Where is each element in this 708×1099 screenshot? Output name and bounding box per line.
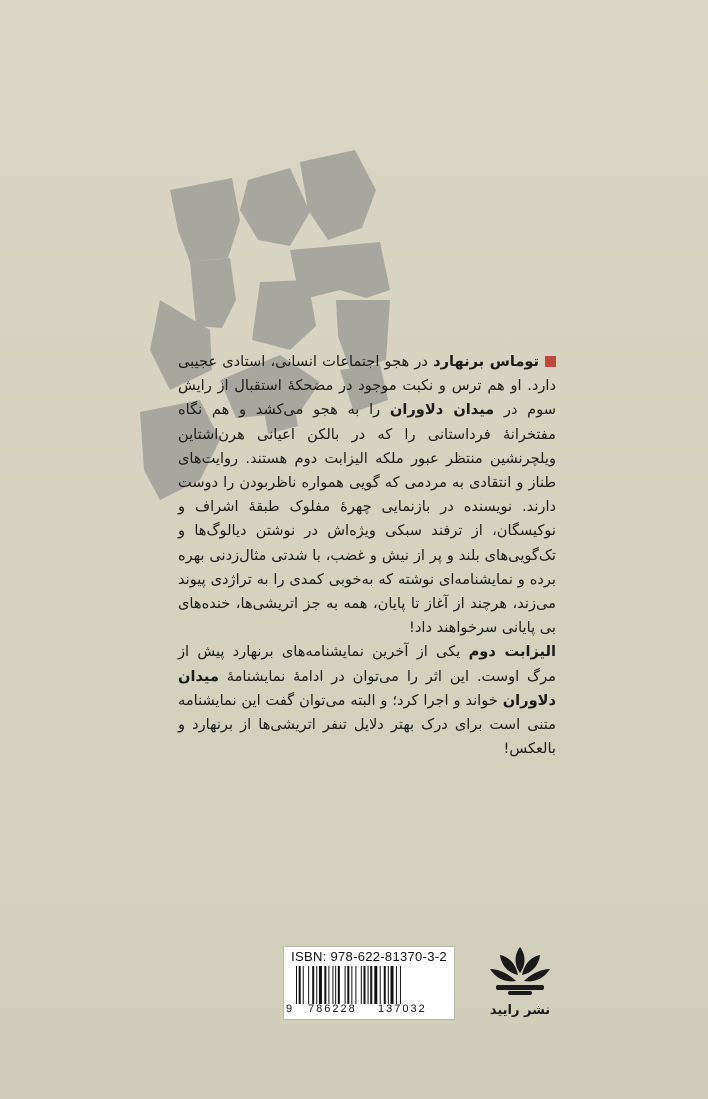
barcode-bar bbox=[364, 966, 366, 1004]
barcode-bar bbox=[312, 966, 314, 1004]
barcode-bar bbox=[370, 966, 372, 1004]
barcode-bar bbox=[361, 966, 362, 1004]
barcode-bar bbox=[338, 966, 340, 1004]
barcode-bar bbox=[345, 966, 346, 1004]
bullet-square-icon bbox=[545, 356, 556, 367]
publisher-logo-icon bbox=[488, 945, 552, 997]
barcode-lead-digit: 9 bbox=[286, 1003, 293, 1015]
barcode-digits-left: 786228 bbox=[308, 1003, 357, 1015]
barcode-bar bbox=[351, 966, 352, 1004]
barcode-bar bbox=[324, 966, 326, 1004]
blurb-text-segment: یکی از آخرین نمایشنامه‌های برنهارد پیش از مرگ اوست. این اثر را می‌توان در ادامهٔ نمایشنامهٔ bbox=[178, 643, 556, 685]
barcode-bar bbox=[303, 966, 304, 1004]
barcode-bar bbox=[308, 966, 309, 1004]
play-title: الیزابت دوم bbox=[468, 643, 556, 661]
barcode-bar bbox=[388, 966, 389, 1004]
barcode-bar bbox=[396, 966, 397, 1004]
blurb-text-segment: را به هجو می‌کشد و هم نگاه مفتخرانهٔ فرداستانی را که در بالکن اعیانی هرن‌اشتاین ویلچرنشین منتظر عبور ملکه الیزابت دوم هستند. روایت‌های طناز و انتقادی به مردمی که گویی همواره ناظربودن را دوست دارند. نویسنده در بازنمایی چهرهٔ مفلوک طبقهٔ اشراف و نوکیسگان، از ترفند سبکی ویژه‌اش در نوشتن دیالوگ‌ها و تک‌گویی‌های بلند و پر از نیش و غضب، با شدتی مثال‌زدنی بهره برده و نمایشنامه‌ای نوشته که به‌خوبی کمدی را به تراژدی پیوند می‌زند، هرچند از آغاز تا پایان، همه به جز اتریشی‌ها، خنده‌های بی پایانی سرخواهند داد! bbox=[178, 401, 556, 637]
barcode-bar bbox=[316, 966, 317, 1004]
blurb-paragraph-1 bbox=[178, 350, 556, 640]
barcode-bar bbox=[374, 966, 377, 1004]
publisher-name: نشر رایید bbox=[489, 1003, 551, 1018]
barcode-bar bbox=[296, 966, 297, 1004]
barcode-bar bbox=[347, 966, 349, 1004]
isbn-barcode bbox=[283, 946, 455, 1020]
barcode-bars bbox=[296, 966, 442, 1004]
barcode-bar bbox=[368, 966, 369, 1004]
barcode-bar bbox=[355, 966, 356, 1004]
barcode-bar bbox=[319, 966, 322, 1004]
barcode-bar bbox=[335, 966, 336, 1004]
isbn-label: ISBN: 978-622-81370-3-2 bbox=[291, 949, 447, 964]
barcode-bar bbox=[332, 966, 333, 1004]
barcode-bar bbox=[400, 966, 401, 1004]
blurb-paragraph-2 bbox=[178, 640, 556, 761]
play-title: میدان دلاوران bbox=[389, 401, 495, 419]
barcode-digits-right: 137032 bbox=[378, 1003, 427, 1015]
barcode-bar bbox=[328, 966, 329, 1004]
author-name: توماس برنهارد bbox=[433, 353, 540, 370]
barcode-bar bbox=[391, 966, 394, 1004]
play-title: میدان دلاوران bbox=[178, 667, 556, 709]
barcode-bar bbox=[380, 966, 381, 1004]
barcode-bar bbox=[384, 966, 386, 1004]
blurb-text bbox=[178, 350, 556, 761]
blurb-text-segment: در هجو اجتماعات انسانی، استادی عجیبی دارد. او هم ترس و نکبت موجود در مضحکهٔ استقبال از رایش سوم در bbox=[178, 353, 556, 419]
blurb-text-segment: خواند و اجرا کرد؛ و البته می‌توان گفت این نمایشنامه متنی است برای درک بهتر دلایل تنفر اتریشی‌ها از برنهارد و بالعکس! bbox=[178, 691, 556, 758]
barcode-bar bbox=[299, 966, 301, 1004]
